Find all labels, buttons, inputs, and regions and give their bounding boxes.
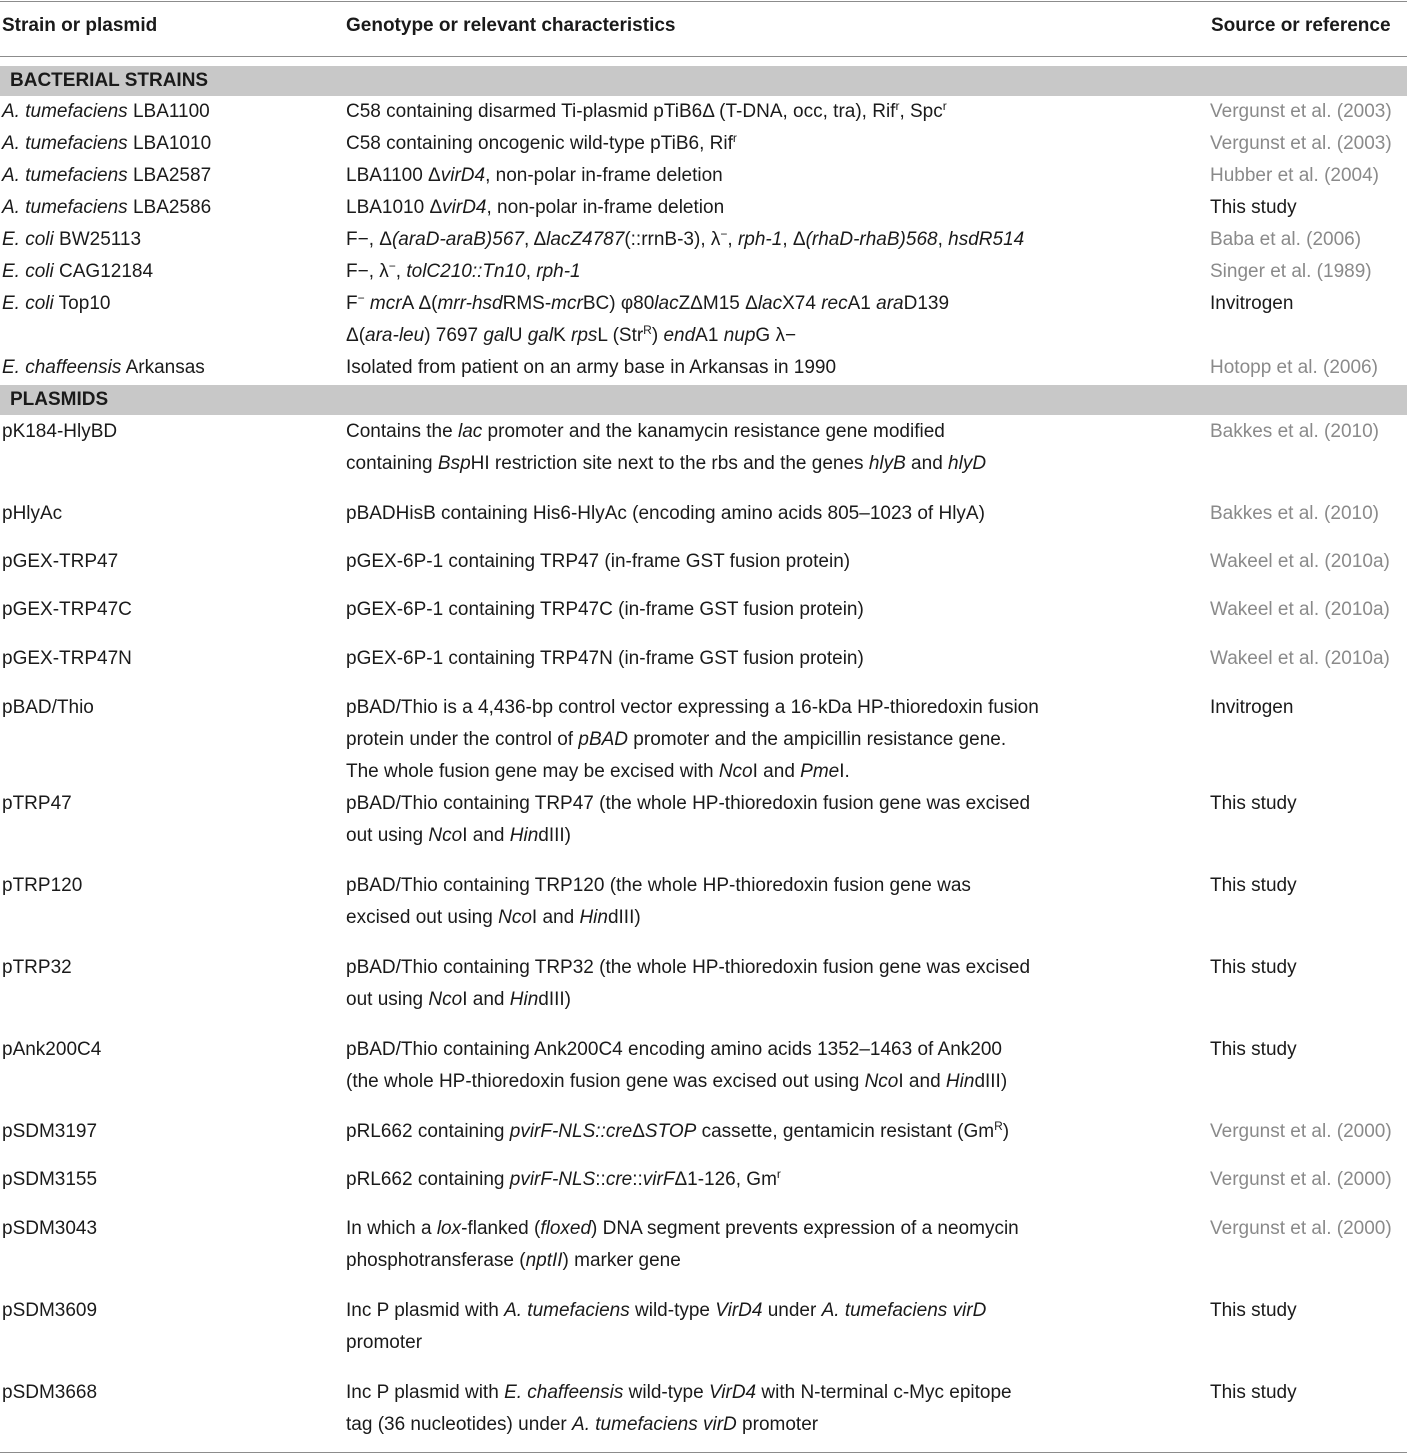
genotype-line: LBA1010 ΔvirD4, non-polar in-frame deletion (346, 197, 725, 218)
genotype-line: (the whole HP-thioredoxin fusion gene was excised out using NcoI and HindIII) (346, 1071, 1008, 1092)
column-header-source: Source or reference (1211, 15, 1391, 36)
strain-name: A. tumefaciens LBA1010 (2, 133, 212, 154)
column-header-strain: Strain or plasmid (2, 15, 158, 36)
genotype-line: In which a lox-flanked (floxed) DNA segment prevents expression of a neomycin (346, 1218, 1019, 1239)
genotype-cell (346, 352, 836, 384)
genotype-line: pGEX-6P-1 containing TRP47 (in-frame GST fusion protein) (346, 551, 851, 572)
genotype-line: LBA1100 ΔvirD4, non-polar in-frame deletion (346, 165, 723, 186)
genotype-cell (346, 643, 864, 675)
reference-link[interactable]: Wakeel et al. (2010a) (1210, 551, 1390, 572)
strain-name: pTRP32 (2, 957, 72, 978)
genotype-line: Isolated from patient on an army base in Arkansas in 1990 (346, 357, 837, 378)
reference-link[interactable]: Vergunst et al. (2003) (1210, 101, 1392, 122)
column-header-genotype: Genotype or relevant characteristics (346, 15, 676, 36)
strain-name: E. chaffeensis Arkansas (2, 357, 205, 378)
genotype-line: containing BspHI restriction site next to the rbs and the genes hlyB and hlyD (346, 453, 987, 474)
strain-name: pSDM3155 (2, 1169, 98, 1190)
source-text: This study (1210, 793, 1297, 814)
genotype-line: C58 containing oncogenic wild-type pTiB6, Rif$^r$ (346, 131, 737, 154)
reference-link[interactable]: Vergunst et al. (2000) (1210, 1169, 1392, 1190)
genotype-line: promoter (346, 1332, 423, 1353)
strain-name: A. tumefaciens LBA1100 (2, 101, 210, 122)
genotype-cell (346, 1213, 1019, 1277)
section-bacterial-strains (0, 66, 1407, 96)
reference-link[interactable]: Hotopp et al. (2006) (1210, 357, 1378, 378)
genotype-line: F−, Δ(araD-araB)567, ΔlacZ4787(::rrnB-3), λ−, rph-1, Δ(rhaD-rhaB)568, hsdR514 (346, 227, 1025, 250)
genotype-cell (346, 692, 1039, 788)
genotype-cell (346, 952, 1030, 1016)
strain-name: E. coli Top10 (2, 293, 111, 314)
genotype-cell (346, 192, 724, 224)
genotype-line: excised out using NcoI and HindIII) (346, 907, 641, 928)
genotype-line: out using NcoI and HindIII) (346, 989, 571, 1010)
genotype-line: pBAD/Thio containing TRP47 (the whole HP-thioredoxin fusion gene was excised (346, 793, 1031, 814)
bottom-rule (0, 1452, 1407, 1453)
genotype-line: pGEX-6P-1 containing TRP47C (in-frame GST fusion protein) (346, 599, 864, 620)
genotype-line: pBADHisB containing His6-HlyAc (encoding amino acids 805–1023 of HlyA) (346, 503, 985, 524)
genotype-line: phosphotransferase (nptII) marker gene (346, 1250, 681, 1271)
reference-link[interactable]: Hubber et al. (2004) (1210, 165, 1379, 186)
strain-name: E. coli CAG12184 (2, 261, 154, 282)
strain-name: pTRP120 (2, 875, 83, 896)
header-rule (0, 56, 1407, 57)
source-text: This study (1210, 1382, 1297, 1403)
strain-name: pGEX-TRP47 (2, 551, 119, 572)
strain-name: pBAD/Thio (2, 697, 94, 718)
genotype-line: pBAD/Thio containing TRP120 (the whole HP-thioredoxin fusion gene was (346, 875, 971, 896)
reference-link[interactable]: Wakeel et al. (2010a) (1210, 599, 1390, 620)
strain-name: pSDM3668 (2, 1382, 98, 1403)
strain-name: E. coli BW25113 (2, 229, 142, 250)
genotype-line: out using NcoI and HindIII) (346, 825, 571, 846)
source-text: This study (1210, 1039, 1297, 1060)
genotype-line: Inc P plasmid with A. tumefaciens wild-type VirD4 under A. tumefaciens virD (346, 1300, 987, 1321)
reference-link[interactable]: Vergunst et al. (2000) (1210, 1218, 1392, 1239)
strain-name: A. tumefaciens LBA2587 (2, 165, 212, 186)
section-plasmids (0, 385, 1407, 415)
genotype-line: The whole fusion gene may be excised with NcoI and PmeI. (346, 761, 850, 782)
source-text: This study (1210, 875, 1297, 896)
strain-name: pSDM3609 (2, 1300, 98, 1321)
reference-link[interactable]: Bakkes et al. (2010) (1210, 421, 1379, 442)
genotype-cell (346, 288, 949, 352)
genotype-line: protein under the control of pBAD promoter and the ampicillin resistance gene. (346, 729, 1007, 750)
reference-link[interactable]: Singer et al. (1989) (1210, 261, 1372, 282)
genotype-cell (346, 788, 1030, 852)
genotype-line: pBAD/Thio containing Ank200C4 encoding amino acids 1352–1463 of Ank200 (346, 1039, 1002, 1060)
genotype-cell (346, 256, 581, 288)
genotype-line: Inc P plasmid with E. chaffeensis wild-type VirD4 with N-terminal c-Myc epitope (346, 1382, 1012, 1403)
genotype-line: pRL662 containing pvirF-NLS::cre::virFΔ1-126, Gm$^r$ (346, 1167, 781, 1190)
genotype-line: Contains the lac promoter and the kanamycin resistance gene modified (346, 421, 945, 442)
section-title: PLASMIDS (10, 389, 109, 410)
strain-name: pGEX-TRP47C (2, 599, 132, 620)
genotype-cell (346, 96, 947, 128)
source-text: This study (1210, 957, 1297, 978)
strain-name: pSDM3043 (2, 1218, 98, 1239)
genotype-cell (346, 1377, 1012, 1441)
genotype-cell (346, 416, 986, 480)
genotype-cell (346, 498, 985, 530)
genotype-line: F− mcrA Δ(mrr-hsdRMS-mcrBC) φ80lacZΔM15 ΔlacX74 recA1 araD139 (346, 291, 950, 314)
genotype-cell (346, 224, 1024, 256)
section-title: BACTERIAL STRAINS (10, 70, 209, 91)
source-text: Invitrogen (1210, 293, 1294, 314)
genotype-cell (346, 870, 971, 934)
reference-link[interactable]: Vergunst et al. (2000) (1210, 1121, 1392, 1142)
genotype-cell (346, 1164, 781, 1196)
genotype-cell (346, 546, 850, 578)
genotype-cell (346, 594, 864, 626)
source-text: This study (1210, 1300, 1297, 1321)
strain-name: pGEX-TRP47N (2, 648, 132, 669)
top-rule (0, 1, 1407, 2)
reference-link[interactable]: Baba et al. (2006) (1210, 229, 1362, 250)
genotype-line: Δ(ara-leu) 7697 galU galK rpsL (Str$^R$) endA1 nupG λ− (346, 323, 797, 346)
genotype-line: tag (36 nucleotides) under A. tumefaciens virD promoter (346, 1414, 819, 1435)
genotype-cell (346, 1116, 1009, 1148)
strain-name: pHlyAc (2, 503, 63, 524)
genotype-line: pBAD/Thio is a 4,436-bp control vector expressing a 16-kDa HP-thioredoxin fusion (346, 697, 1039, 718)
genotype-line: F−, λ−, tolC210::Tn10, rph-1 (346, 259, 581, 282)
genotype-cell (346, 1295, 986, 1359)
genotype-line: pBAD/Thio containing TRP32 (the whole HP-thioredoxin fusion gene was excised (346, 957, 1031, 978)
genotype-line: pGEX-6P-1 containing TRP47N (in-frame GST fusion protein) (346, 648, 864, 669)
genotype-cell (346, 160, 723, 192)
strain-name: pTRP47 (2, 793, 72, 814)
genotype-line: C58 containing disarmed Ti-plasmid pTiB6Δ (T-DNA, occ, tra), Rif$^r$, Spc$^r$ (346, 99, 947, 122)
reference-link[interactable]: Vergunst et al. (2003) (1210, 133, 1392, 154)
strain-name: pSDM3197 (2, 1121, 98, 1142)
genotype-line: pRL662 containing pvirF-NLS::creΔSTOP cassette, gentamicin resistant $(Gm^R)$ (346, 1119, 1010, 1142)
strain-name: pAnk200C4 (2, 1039, 102, 1060)
strain-name: A. tumefaciens LBA2586 (2, 197, 212, 218)
genotype-cell (346, 128, 737, 160)
source-text: Invitrogen (1210, 697, 1294, 718)
reference-link[interactable]: Bakkes et al. (2010) (1210, 503, 1379, 524)
strain-name: pK184-HlyBD (2, 421, 118, 442)
genotype-cell (346, 1034, 1007, 1098)
reference-link[interactable]: Wakeel et al. (2010a) (1210, 648, 1390, 669)
source-text: This study (1210, 197, 1297, 218)
